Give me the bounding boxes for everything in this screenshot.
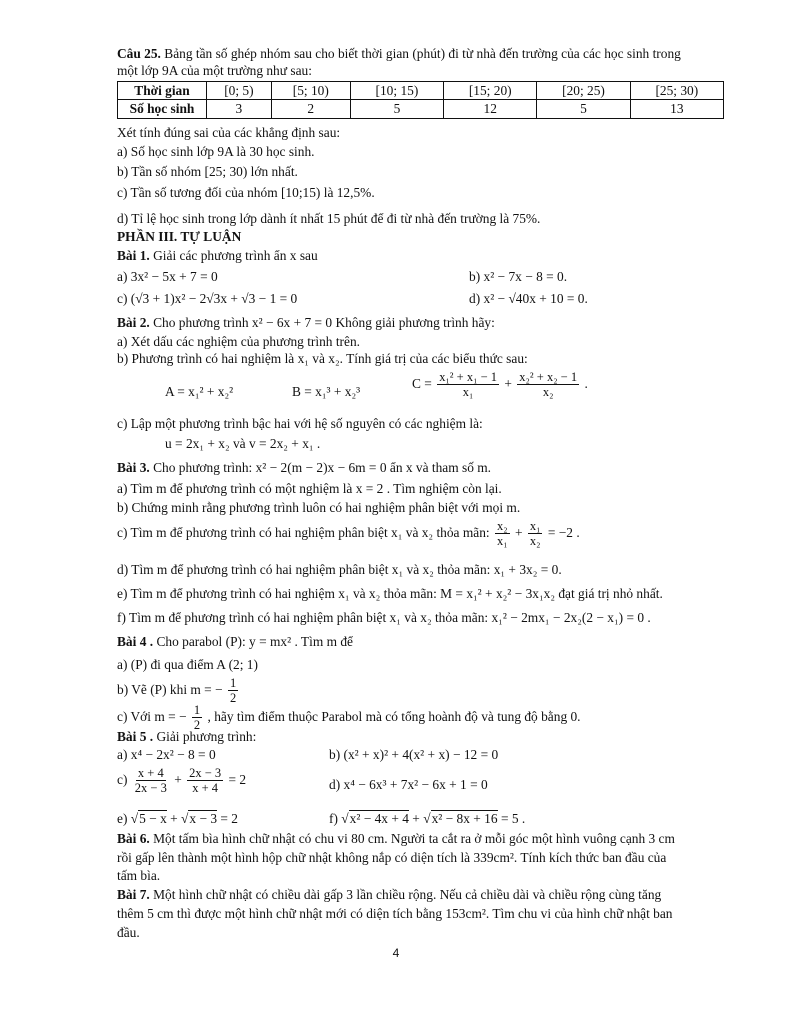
- plus-sign: +: [412, 811, 420, 826]
- bai3-c-end: = −2 .: [547, 524, 580, 540]
- bai2-C-left: C =: [412, 375, 432, 391]
- period: .: [584, 375, 588, 391]
- fraction-numerator: 1: [193, 703, 201, 717]
- table-cell: 2: [271, 100, 350, 118]
- q25-intro-text: Bảng tần số ghép nhóm sau cho biết thời gian (phút) đi từ nhà đến trường của các học sinh trong: [164, 46, 681, 61]
- table-cell: 3: [207, 100, 272, 118]
- bai2-b: b) Phương trình có hai nghiệm là x₁ và x₂. Tính giá trị của các biểu thức sau:: [117, 351, 528, 366]
- bai1-heading: [117, 247, 318, 264]
- fraction: [437, 370, 499, 400]
- plus-sign: +: [174, 771, 182, 787]
- bai4-heading: [117, 633, 353, 650]
- bai5-c: [117, 766, 246, 796]
- bai3-d: d) Tìm m để phương trình có hai nghiệm phân biệt x₁ và x₂ thỏa mãn: x₁ + 3x₂ = 0.: [117, 562, 562, 577]
- bai5-a: a) x⁴ − 2x² − 8 = 0: [117, 747, 216, 762]
- bai5-c-end: = 2: [228, 771, 247, 787]
- fraction-denominator: x + 4: [192, 781, 219, 796]
- bai2-c-roots: u = 2x₁ + x₂ và v = 2x₂ + x₁ .: [165, 436, 321, 451]
- square-root: x − 3: [189, 811, 218, 826]
- fraction-numerator: x + 4: [137, 766, 164, 780]
- bai3-b: b) Chứng minh rằng phương trình luôn có hai nghiệm phân biệt với mọi m.: [117, 500, 521, 515]
- fraction-denominator: x₂: [529, 534, 541, 549]
- page-number: 4: [392, 946, 400, 960]
- bai6-text: Một tấm bìa hình chữ nhật có chu vi 80 cm. Người ta cắt ra ở mỗi góc một hình vuông cạnh 3 cm: [153, 831, 675, 846]
- fraction-numerator: x₂² + x₂ − 1: [519, 370, 578, 384]
- bai5-f: f) √x² − 4x + 4 + √x² − 8x + 16 = 5 .: [329, 811, 526, 826]
- bai7-line3: đầu.: [117, 925, 140, 940]
- fraction-numerator: x₁: [529, 519, 541, 533]
- bai6-label: Bài 6.: [117, 831, 150, 846]
- bai3-c: [117, 519, 580, 549]
- bai2-expr-B: B = x₁³ + x₂³: [292, 384, 361, 399]
- bai5-e-end: = 2: [220, 811, 239, 826]
- bai1-text: Giải các phương trình ẩn x sau: [153, 248, 318, 263]
- table-header-time: Thời gian: [118, 82, 207, 100]
- fraction-denominator: 2: [229, 691, 237, 706]
- plus-sign: +: [514, 524, 523, 540]
- bai2-heading: [117, 314, 495, 331]
- fraction: [517, 370, 579, 400]
- table-cell: 12: [444, 100, 537, 118]
- bai6-line2: rồi gấp lên thành một hình hộp chữ nhật không nắp có diện tích là 339cm². Tính kích thức ban đầu của: [117, 850, 667, 865]
- table-cell: 5: [350, 100, 443, 118]
- fraction: [495, 519, 510, 549]
- bai5-d: d) x⁴ − 6x³ + 7x² − 6x + 1 = 0: [329, 777, 488, 792]
- bai7-line2: thêm 5 cm thì được một hình chữ nhật mới có diện tích bằng 153cm². Tìm chu vi của hình chữ nhật ban: [117, 906, 673, 921]
- bai6-line3: tấm bìa.: [117, 868, 161, 883]
- fraction: [228, 676, 238, 706]
- q25-statement-a: a) Số học sinh lớp 9A là 30 học sinh.: [117, 144, 315, 159]
- bai7-line1: [117, 886, 661, 903]
- bai7-label: Bài 7.: [117, 887, 150, 902]
- table-cell: [20; 25): [537, 82, 630, 100]
- bai4-a: a) (P) đi qua điểm A (2; 1): [117, 657, 258, 672]
- bai1-label: Bài 1.: [117, 248, 150, 263]
- bai5-c-label: c): [117, 771, 128, 787]
- bai1-b: b) x² − 7x − 8 = 0.: [469, 269, 568, 284]
- table-cell: [5; 10): [271, 82, 350, 100]
- fraction-numerator: x₂: [496, 519, 508, 533]
- table-row: [118, 100, 724, 118]
- bai5-text: Giải phương trình:: [156, 729, 257, 744]
- fraction-denominator: x₁: [496, 534, 508, 549]
- q25-statement-b: b) Tần số nhóm [25; 30) lớn nhất.: [117, 164, 298, 179]
- bai1-c: c) (√3 + 1)x² − 2√3x + √3 − 1 = 0: [117, 291, 298, 306]
- bai4-text: Cho parabol (P): y = mx² . Tìm m để: [156, 634, 353, 649]
- fraction-denominator: 2x − 3: [134, 781, 167, 796]
- bai5-e-label: e): [117, 811, 128, 826]
- bai5-label: Bài 5 .: [117, 729, 154, 744]
- fraction-denominator: x₁: [462, 385, 474, 400]
- fraction: [528, 519, 543, 549]
- fraction: [133, 766, 169, 796]
- table-header-students: Số học sinh: [118, 100, 207, 118]
- bai2-label: Bài 2.: [117, 315, 150, 330]
- bai5-e: e) √5 − x + √x − 3 = 2: [117, 811, 239, 826]
- bai2-c: c) Lập một phương trình bậc hai với hệ số nguyên có các nghiệm là:: [117, 416, 483, 431]
- bai3-c-text: c) Tìm m để phương trình có hai nghiệm phân biệt x₁ và x₂ thỏa mãn:: [117, 524, 490, 540]
- table-cell: 13: [630, 100, 723, 118]
- square-root: x² − 8x + 16: [431, 811, 498, 826]
- bai1-d: d) x² − √40x + 10 = 0.: [469, 291, 588, 306]
- bai2-a: a) Xét dấu các nghiệm của phương trình trên.: [117, 334, 361, 349]
- bai6-line1: [117, 830, 675, 847]
- bai2-expr-C: [412, 370, 588, 400]
- q25-intro-line2: một lớp 9A của một trường như sau:: [117, 63, 312, 78]
- frequency-table: [117, 81, 724, 119]
- bai4-c-rest: , hãy tìm điểm thuộc Parabol mà có tổng hoành độ và tung độ bằng 0.: [207, 708, 581, 724]
- plus-sign: +: [170, 811, 178, 826]
- bai5-f-label: f): [329, 811, 338, 826]
- fraction-numerator: 2x − 3: [189, 766, 222, 780]
- bai3-f: f) Tìm m để phương trình có hai nghiệm phân biệt x₁ và x₂ thỏa mãn: x₁² − 2mx₁ − 2x₂(2 − x₁) = 0 .: [117, 610, 651, 625]
- bai5-f-end: = 5 .: [500, 811, 526, 826]
- bai5-heading: [117, 728, 256, 745]
- plus-sign: +: [504, 375, 512, 391]
- q25-intro-line1: [117, 45, 681, 62]
- fraction: [187, 766, 223, 796]
- table-cell: 5: [537, 100, 630, 118]
- fraction-numerator: 1: [229, 676, 237, 690]
- bai3-label: Bài 3.: [117, 460, 150, 475]
- fraction-numerator: x₁² + x₁ − 1: [439, 370, 498, 384]
- bai5-b: b) (x² + x)² + 4(x² + x) − 12 = 0: [329, 747, 499, 762]
- bai2-expr-A: A = x₁² + x₂²: [165, 384, 234, 399]
- table-cell: [10; 15): [350, 82, 443, 100]
- bai2-text: Cho phương trình x² − 6x + 7 = 0 Không giải phương trình hãy:: [153, 315, 495, 330]
- bai4-label: Bài 4 .: [117, 634, 154, 649]
- bai3-a: a) Tìm m để phương trình có một nghiệm là x = 2 . Tìm nghiệm còn lại.: [117, 481, 502, 496]
- table-cell: [25; 30): [630, 82, 723, 100]
- table-cell: [15; 20): [444, 82, 537, 100]
- q25-prompt: Xét tính đúng sai của các khẳng định sau:: [117, 125, 341, 140]
- table-row: [118, 82, 724, 100]
- q25-statement-d: d) Tỉ lệ học sinh trong lớp dành ít nhất 15 phút để đi từ nhà đến trường là 75%.: [117, 211, 541, 226]
- section-title: PHẦN III. TỰ LUẬN: [117, 229, 242, 244]
- fraction-denominator: 2: [193, 718, 201, 733]
- fraction-denominator: x₂: [542, 385, 554, 400]
- bai3-e: e) Tìm m để phương trình có hai nghiệm x₁ và x₂ thỏa mãn: M = x₁² + x₂² − 3x₁x₂ đạt giá trị nhỏ nhất.: [117, 586, 663, 601]
- bai7-text: Một hình chữ nhật có chiều dài gấp 3 lần chiều rộng. Nếu cả chiều dài và chiều rộng cùng tăng: [153, 887, 662, 902]
- square-root: x² − 4x + 4: [349, 811, 409, 826]
- square-root: 5 − x: [139, 811, 167, 826]
- bai3-heading: [117, 459, 491, 476]
- bai4-c-text: c) Với m = −: [117, 708, 187, 724]
- q25-label: Câu 25.: [117, 46, 161, 61]
- bai4-b-text: b) Vẽ (P) khi m = −: [117, 681, 223, 697]
- bai3-text: Cho phương trình: x² − 2(m − 2)x − 6m = 0 ẩn x và tham số m.: [153, 460, 492, 475]
- bai1-a: a) 3x² − 5x + 7 = 0: [117, 269, 218, 284]
- table-cell: [0; 5): [207, 82, 272, 100]
- bai4-b: [117, 676, 240, 706]
- q25-statement-c: c) Tần số tương đối của nhóm [10;15) là 12,5%.: [117, 185, 375, 200]
